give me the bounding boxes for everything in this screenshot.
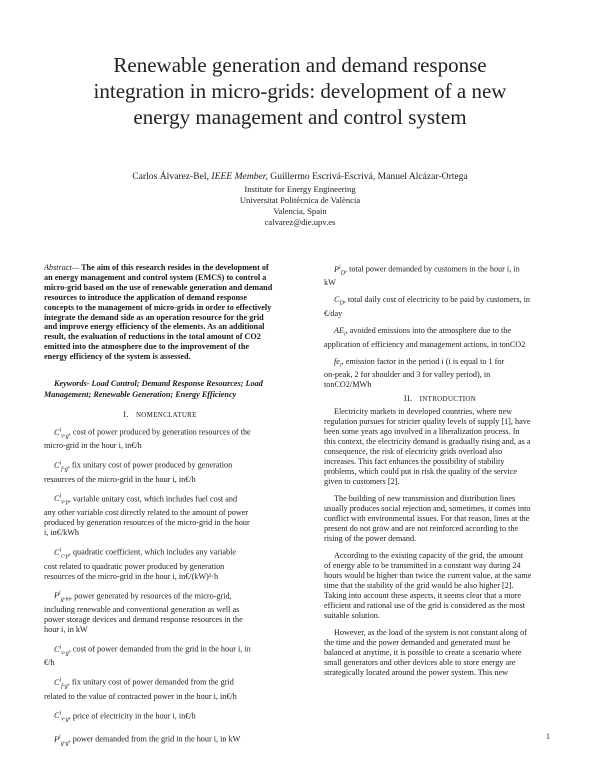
symbol-superscript: i	[59, 493, 62, 500]
section-number: I.	[123, 410, 129, 419]
intro-line: this context, the electricity demand is gradually rising and, as a	[324, 437, 531, 446]
definition-text: kW	[324, 278, 336, 288]
intro-paragraph	[324, 551, 556, 621]
nomenclature-line: $C^i_{c-p}$, quadratic coefficient, which includes any variable	[54, 547, 236, 560]
symbol-superscript: i	[59, 677, 62, 684]
section-number: II.	[403, 394, 413, 403]
definition-text: including renewable and conventional generation as well as	[44, 604, 240, 614]
symbol-superscript: i	[59, 734, 61, 740]
definition-text: fix unitary cost of power demanded from the grid	[71, 677, 234, 687]
nomenclature-continued	[324, 262, 556, 397]
definition-text: tonCO2/MWh	[324, 380, 372, 390]
nomenclature-entry	[44, 425, 276, 451]
intro-line: hours would be higher than twice the current value, at the same	[324, 571, 532, 580]
nomenclature-line: $P^i_{g-g}$, power demanded from the grid in the hour i, in kW	[54, 734, 241, 747]
definition-text: power demanded from the grid in the hour i, in kW	[72, 734, 241, 744]
symbol-subscript: i	[344, 331, 346, 338]
definition-text: power storage devices and demand response resources in the	[44, 614, 243, 624]
keywords-label: Keywords-	[54, 379, 90, 388]
keywords-line	[44, 378, 276, 389]
abstract-line: an energy management and control system (EMCS) to control a	[44, 272, 267, 282]
intro-line: increases. This fact enhances the possibility of stability	[324, 457, 505, 466]
intro-line: Taking into account these aspects, it seems clear that a more	[324, 591, 521, 600]
abstract-line: micro-grid based on the use of renewable generation and demand	[44, 282, 273, 292]
affiliation-line: Institute for Energy Engineering	[244, 184, 356, 194]
definition-text: on-peak, 2 for shoulder and 3 for valley period), in	[324, 370, 491, 380]
symbol-subscript: v-g	[61, 717, 69, 723]
section-heading-nomenclature	[44, 410, 276, 420]
abstract-text: The aim of this research resides in the development of	[81, 263, 269, 272]
symbol-subscript: f-g	[61, 683, 68, 690]
abstract-label: Abstract—	[44, 263, 80, 272]
nomenclature-entry	[44, 589, 276, 635]
keywords	[44, 378, 276, 400]
nomenclature-symbol	[54, 710, 69, 723]
nomenclature-entry	[44, 492, 276, 538]
intro-paragraph	[324, 628, 556, 678]
definition-text: €/day	[324, 309, 343, 319]
intro-paragraph	[324, 407, 556, 487]
nomenclature-symbol	[54, 590, 71, 603]
intro-paragraph	[324, 494, 556, 544]
introduction-paragraphs	[324, 407, 556, 678]
intro-line: rising of the power demand.	[324, 534, 417, 543]
definition-text: resources of the micro-grid in the hour i, in€/(kW)²·h	[44, 571, 219, 581]
nomenclature-symbol	[54, 677, 68, 690]
intro-line: small generators and other devices able to store energy are	[324, 658, 516, 667]
affiliation-line: Universitat Politècnica de València	[239, 195, 361, 205]
nomenclature-line	[324, 278, 556, 288]
definition-text: total power demanded by customers in the hour i, in	[349, 264, 520, 274]
intro-line: According to the existing capacity of the grid, the amount	[334, 551, 524, 560]
abstract-line: emitted into the atmosphere due to the improvement of the	[44, 342, 250, 352]
symbol-base: AE	[334, 326, 345, 336]
nomenclature-line: $C^i_{v-g}$, cost of power produced by generation resources of the	[54, 427, 251, 440]
nomenclature-symbol	[334, 356, 342, 369]
definition-text: hour i, in kW	[44, 624, 88, 634]
title-line: Renewable generation and demand response	[113, 53, 487, 77]
nomenclature-entry	[44, 642, 276, 668]
symbol-base: C	[54, 711, 60, 721]
nomenclature-line	[44, 562, 276, 572]
intro-line: problems, which could put in risk the quality of the service	[324, 467, 518, 476]
intro-line: The building of new transmission and distribution lines	[334, 494, 516, 503]
authors-role: IEEE Member,	[211, 171, 268, 182]
affiliation-line: Valencia, Spain	[273, 206, 327, 216]
symbol-base: C	[54, 427, 60, 437]
nomenclature-symbol	[54, 643, 69, 657]
definition-text: fix unitary cost of power produced by generation	[71, 461, 233, 471]
nomenclature-line	[44, 528, 276, 538]
definition-text: related to the value of contracted power in the hour i, in€/h	[44, 691, 237, 701]
symbol-superscript: i	[59, 590, 61, 597]
title-line: energy management and control system	[133, 105, 467, 129]
symbol-base: P	[334, 264, 340, 274]
intro-line: usually produces social rejection and, sometimes, it comes into	[324, 504, 531, 513]
nomenclature-entry	[324, 357, 556, 391]
nomenclature-entries	[44, 425, 276, 748]
intro-line: present do not grow and are not reinforced according to the	[324, 524, 519, 533]
definition-text: quadratic coefficient, which includes any variable	[72, 547, 236, 557]
symbol-superscript: i	[59, 710, 62, 717]
abstract-line: result, the evaluation of reductions in the total amount of CO2	[44, 332, 261, 342]
definition-text: power generated by resources of the micro-grid,	[74, 591, 232, 601]
nomenclature-line: $C^i_{f-g}$, fix unitary cost of power demanded from the grid	[54, 677, 234, 690]
nomenclature-line	[44, 692, 276, 702]
symbol-subscript: f-g	[61, 466, 68, 473]
nomenclature-symbol	[54, 427, 69, 440]
page-number: 1	[546, 732, 550, 741]
nomenclature-line: $AE_i$, avoided emissions into the atmosphere due to the	[334, 326, 511, 338]
symbol-superscript: i	[59, 460, 62, 467]
intro-line: been some years ago involved in a liberalization process. In	[324, 427, 520, 436]
symbol-base: fe	[334, 356, 340, 366]
symbol-subscript: i	[339, 362, 342, 369]
authors-rest: Guillermo Escrivá-Escrivá, Manuel Alcázar-Ortega	[270, 171, 468, 182]
intro-line: strategically located around the power system. This new	[324, 668, 509, 677]
nomenclature-symbol	[54, 460, 68, 473]
intro-line: the time and the power demanded and generated must be	[324, 638, 511, 647]
symbol-base: C	[54, 461, 60, 471]
definition-text: variable unitary cost, which includes fuel cost and	[72, 494, 238, 504]
nomenclature-line	[44, 658, 276, 668]
definition-text: resources of the micro-grid in the hour i, in€/h	[44, 474, 196, 484]
nomenclature-line: $C^i_{v-g}$, price of electricity in the hour i, in€/h	[54, 710, 196, 723]
keywords-line: Management; Renewable Generation; Energy Efficiency	[44, 390, 237, 399]
affiliation	[150, 184, 450, 228]
nomenclature-line	[324, 309, 556, 319]
author-email: calvarez@die.upv.es	[264, 217, 336, 227]
definition-text: €/h	[44, 658, 55, 668]
nomenclature-line	[44, 518, 276, 528]
symbol-base: P	[54, 734, 60, 744]
nomenclature-entry	[44, 732, 276, 748]
paper-title	[60, 52, 540, 130]
nomenclature-line	[324, 380, 556, 390]
nomenclature-line	[324, 340, 556, 350]
nomenclature-line	[44, 625, 276, 635]
nomenclature-symbol	[54, 734, 69, 747]
nomenclature-line: $C^i_{v-g}$, cost of power demanded from the grid in the hour i, in	[54, 643, 251, 657]
nomenclature-symbol	[334, 326, 346, 338]
nomenclature-line: $C_D$, total daily cost of electricity to be paid by customers, in	[334, 295, 531, 308]
symbol-subscript: g-g	[60, 740, 69, 747]
symbol-superscript: i	[59, 643, 62, 650]
nomenclature-symbol	[334, 264, 346, 277]
nomenclature-line	[324, 370, 556, 380]
intro-line: suitable solution.	[324, 611, 380, 620]
symbol-subscript: v-p	[61, 500, 69, 507]
symbol-subscript: c-p	[61, 553, 69, 560]
section-heading-introduction	[324, 394, 556, 404]
nomenclature-entry	[324, 262, 556, 288]
symbol-base: C	[54, 494, 60, 504]
definition-text: application of efficiency and management actions, in tonCO2	[324, 339, 526, 349]
symbol-superscript: i	[59, 547, 62, 554]
symbol-base: P	[54, 591, 60, 601]
introduction-body	[324, 407, 556, 685]
nomenclature-symbol	[334, 295, 344, 308]
nomenclature-entry	[44, 458, 276, 484]
nomenclature-symbol	[54, 547, 69, 560]
nomenclature-entry	[324, 326, 556, 350]
symbol-superscript: i	[339, 264, 341, 270]
symbol-base: C	[334, 295, 340, 305]
nomenclature-symbol	[54, 493, 69, 507]
nomenclature-line	[44, 605, 276, 615]
nomenclature-line: $P^i_D$, total power demanded by customers in the hour i, in	[334, 264, 520, 277]
symbol-base: C	[54, 677, 60, 687]
nomenclature-line: $C^i_{v-p}$, variable unitary cost, which includes fuel cost and	[54, 493, 238, 507]
intro-line: conflict with environmental issues. For that reason, lines at the	[324, 514, 530, 523]
author-list	[40, 170, 560, 183]
nomenclature-entry	[44, 545, 276, 581]
intro-line: consequence, the risk of electricity grids overload also	[324, 447, 503, 456]
definition-text: emission factor in the period i (i is equal to 1 for	[345, 356, 505, 366]
symbol-subscript: D	[339, 301, 344, 308]
definition-text: i, in€/kWh	[44, 528, 80, 538]
nomenclature-line	[44, 441, 276, 451]
intro-line: of energy able to be transmitted in a constant way during 24	[324, 561, 521, 570]
nomenclature-line: $fe_i$, emission factor in the period i (i is equal to 1 for	[334, 356, 505, 369]
symbol-base: C	[54, 547, 60, 557]
nomenclature-entry	[44, 675, 276, 701]
intro-line: time that the stability of the grid would be also higher [2].	[324, 581, 514, 590]
abstract-line: integrate the demand side as an operation resource for the grid	[44, 312, 264, 322]
intro-line: However, as the load of the system is not constant along of	[334, 628, 527, 637]
symbol-subscript: v-g	[61, 650, 69, 657]
abstract-line: resources to introduce the application of demand response	[44, 292, 247, 302]
symbol-superscript: i	[59, 427, 62, 433]
nomenclature-line	[44, 615, 276, 625]
intro-line: balanced at anytime, it is possible to create a scenario where	[324, 648, 522, 657]
title-line: integration in micro-grids: development of a new	[93, 79, 507, 103]
nomenclature-line	[44, 508, 276, 518]
nomenclature-list	[44, 425, 276, 755]
intro-line: given to customers [2].	[324, 477, 400, 486]
abstract	[44, 263, 276, 362]
authors-prefix: Carlos Álvarez-Bel,	[132, 171, 209, 182]
symbol-base: C	[54, 644, 60, 654]
nomenclature-line: $C^i_{f-g}$, fix unitary cost of power produced by generation	[54, 460, 233, 473]
definition-text: micro-grid in the hour i, in€/h	[44, 441, 142, 451]
symbol-subscript: D	[340, 270, 346, 277]
definition-text: cost related to quadratic power produced by generation	[44, 561, 225, 571]
abstract-line: and improve energy efficiency of the elements. As an additional	[44, 322, 265, 332]
definition-text: total daily cost of electricity to be paid by customers, in	[347, 295, 531, 305]
definition-text: price of electricity in the hour i, in€/h	[72, 711, 196, 721]
intro-line: Electricity markets in developed countries, where new	[334, 407, 513, 416]
keywords-text: Load Control; Demand Response Resources; Load	[91, 379, 263, 388]
section-title: INTRODUCTION	[419, 395, 477, 403]
nomenclature-line	[44, 475, 276, 485]
symbol-subscript: v-g	[61, 433, 69, 440]
intro-line: efficient and rational use of the grid is considered as the most	[324, 601, 526, 610]
definition-text: avoided emissions into the atmosphere due to the	[349, 326, 511, 336]
nomenclature-line	[44, 572, 276, 582]
definition-text: cost of power demanded from the grid in the hour i, in	[72, 644, 251, 654]
section-title: NOMENCLATURE	[135, 411, 197, 419]
definition-text: any other variable cost directly related to the amount of power	[44, 508, 249, 518]
nomenclature-line: $P^i_{g-m}$, power generated by resources of the micro-grid,	[54, 590, 232, 603]
symbol-subscript: g-m	[60, 596, 71, 603]
nomenclature-continued-entries	[324, 262, 556, 390]
abstract-line: concepts to the management of micro-grids in order to effectively	[44, 302, 272, 312]
definition-text: cost of power produced by generation resources of the	[72, 427, 251, 437]
definition-text: produced by generation resources of the micro-grid in the hour	[44, 518, 250, 528]
abstract-line	[44, 263, 276, 273]
nomenclature-entry	[324, 295, 556, 319]
intro-line: regulation pursues for stricter quality levels of supply [1], have	[324, 417, 531, 426]
nomenclature-entry	[44, 709, 276, 725]
abstract-line: energy efficiency of the system is assessed.	[44, 352, 191, 362]
